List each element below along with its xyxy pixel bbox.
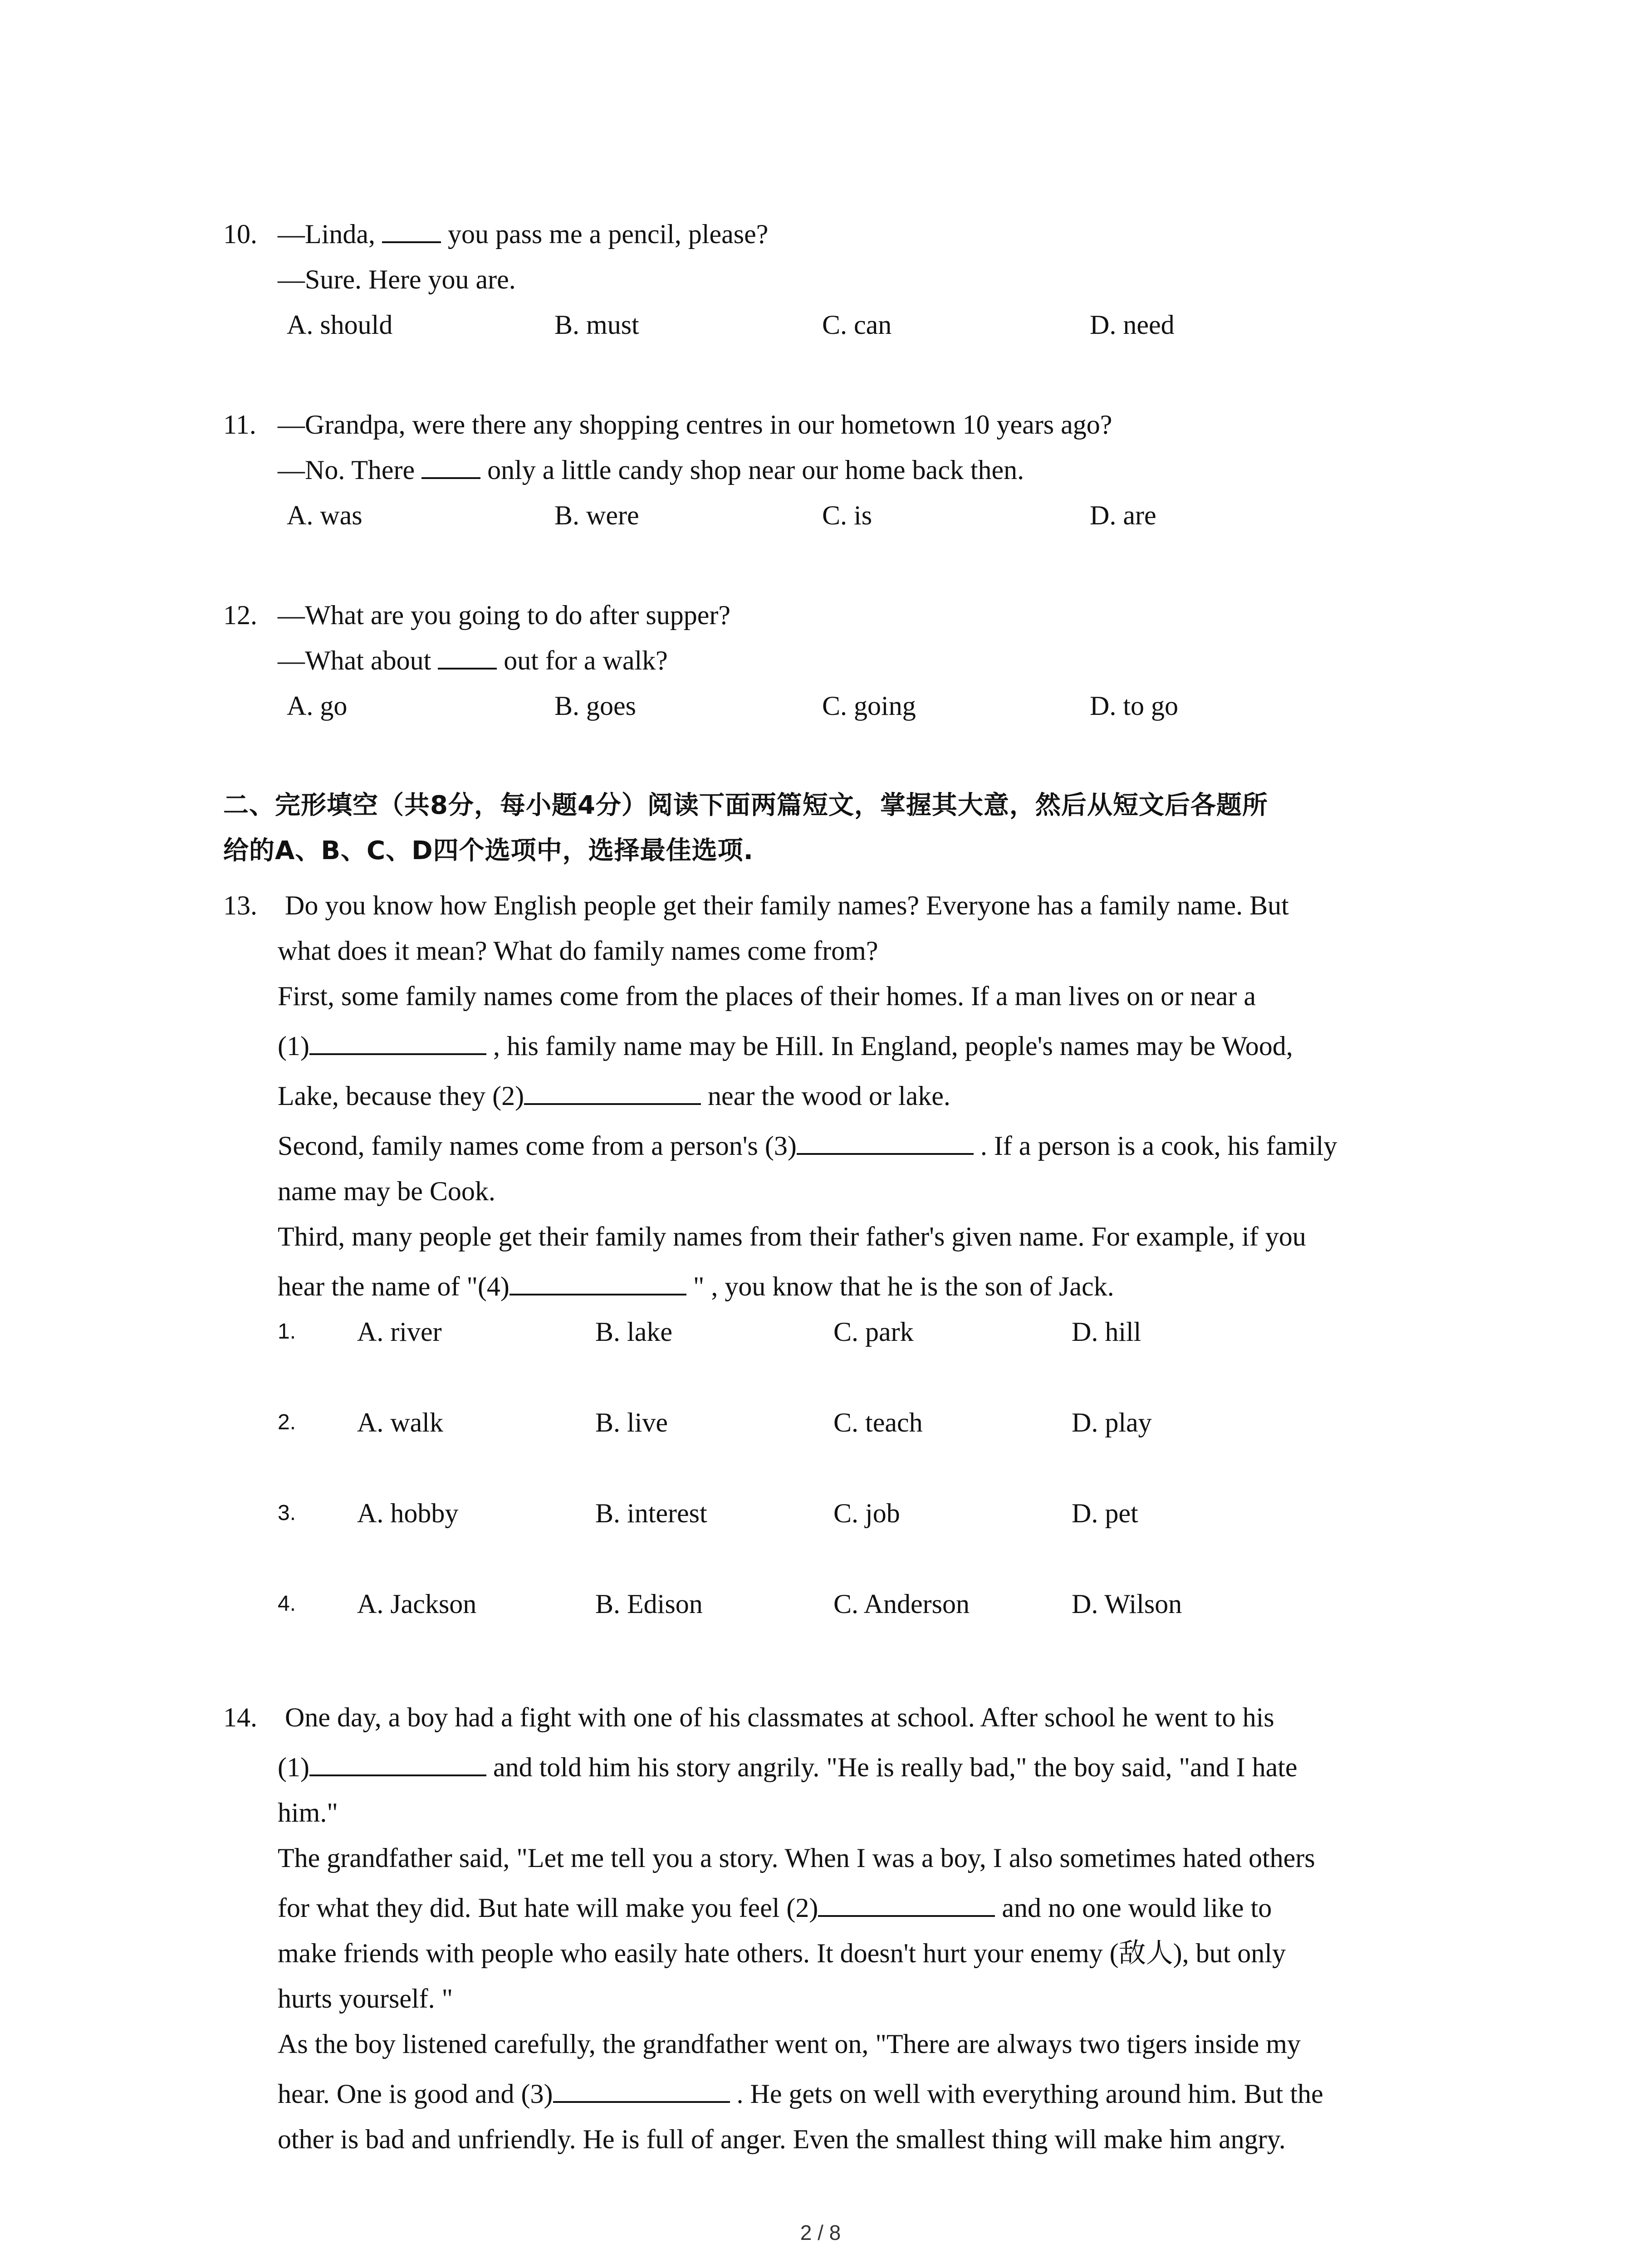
question-text: —What are you going to do after supper? — [278, 600, 730, 630]
passage-line: other is bad and unfriendly. He is full of anger. Even the smallest thing will make him angry. — [278, 2124, 1286, 2154]
option-a: A. Jackson — [357, 1589, 477, 1619]
text-segment: —What about — [278, 645, 438, 675]
option-d: D. hill — [1072, 1317, 1141, 1347]
answer-blank — [382, 216, 441, 243]
option-b: B. must — [554, 310, 639, 340]
section-heading-cont: 给的A、B、C、D四个选项中，选择最佳选项. — [223, 836, 754, 865]
text-segment: only a little candy shop near our home back then. — [480, 455, 1024, 485]
sub-question-number: 4. — [278, 1592, 296, 1616]
text-segment: —No. There — [278, 455, 422, 485]
passage-line: make friends with people who easily hate others. It doesn't hurt your enemy (敌人), but only — [278, 1938, 1286, 1968]
text-segment: for what they did. But hate will make you feel (2) — [278, 1893, 818, 1923]
sub-question-number: 1. — [278, 1320, 296, 1344]
text-segment: you pass me a pencil, please? — [441, 219, 769, 249]
passage-line — [278, 1749, 1298, 1785]
passage-line — [278, 1128, 1337, 1164]
passage-line: Third, many people get their family names from their father's given name. For example, if you — [278, 1222, 1306, 1251]
question-number: 10. — [223, 219, 257, 249]
option-c: C. going — [822, 691, 916, 721]
option-a: A. should — [287, 310, 393, 340]
text-segment: out for a walk? — [497, 645, 668, 675]
text-segment: (1) — [278, 1031, 309, 1061]
sub-question-number: 3. — [278, 1501, 296, 1525]
question-text: —Grandpa, were there any shopping centres in our hometown 10 years ago? — [278, 410, 1112, 440]
text-segment: —Linda, — [278, 219, 382, 249]
page-number: 2 / 8 — [800, 2221, 841, 2244]
answer-blank — [818, 1890, 995, 1917]
text-segment: . He gets on well with everything around him. But the — [730, 2079, 1323, 2109]
question-number: 14. — [223, 1702, 257, 1732]
option-a: A. river — [357, 1317, 442, 1347]
question-number: 11. — [223, 410, 256, 440]
passage-line: As the boy listened carefully, the grandfather went on, "There are always two tigers inside my — [278, 2029, 1301, 2059]
question-reply — [278, 642, 668, 679]
option-c: C. park — [833, 1317, 914, 1347]
answer-blank — [553, 2076, 730, 2103]
option-b: B. live — [595, 1408, 668, 1437]
text-segment: and told him his story angrily. "He is really bad," the boy said, "and I hate — [486, 1752, 1298, 1782]
text-segment: and no one would like to — [995, 1893, 1272, 1923]
answer-blank — [309, 1749, 486, 1776]
text-segment: . If a person is a cook, his family — [973, 1131, 1337, 1161]
text-segment: (1) — [278, 1752, 309, 1782]
answer-blank — [438, 642, 497, 670]
text-segment: hear. One is good and (3) — [278, 2079, 553, 2109]
option-a: A. go — [287, 691, 348, 721]
option-d: D. are — [1090, 500, 1156, 530]
option-b: B. Edison — [595, 1589, 703, 1619]
passage-line: him." — [278, 1798, 338, 1828]
passage-line: name may be Cook. — [278, 1176, 495, 1206]
text-segment: Lake, because they (2) — [278, 1081, 524, 1111]
option-d: D. need — [1090, 310, 1175, 340]
question-number: 12. — [223, 600, 257, 630]
text-segment: Second, family names come from a person's (3) — [278, 1131, 797, 1161]
passage-line: The grandfather said, "Let me tell you a story. When I was a boy, I also sometimes hated others — [278, 1843, 1315, 1873]
option-b: B. were — [554, 500, 639, 530]
option-c: C. job — [833, 1498, 900, 1528]
answer-blank — [797, 1128, 974, 1155]
passage-line — [278, 1078, 950, 1114]
question-reply: —Sure. Here you are. — [278, 264, 516, 294]
option-a: A. walk — [357, 1408, 443, 1437]
option-a: A. was — [287, 500, 362, 530]
passage-line — [278, 1028, 1293, 1064]
option-c: C. can — [822, 310, 892, 340]
question-reply — [278, 452, 1024, 488]
answer-blank — [524, 1078, 701, 1105]
question-number: 13. — [223, 890, 257, 920]
passage-line: hurts yourself. " — [278, 1984, 453, 2014]
passage-line — [278, 1268, 1114, 1305]
option-d: D. Wilson — [1072, 1589, 1182, 1619]
sub-question-number: 2. — [278, 1410, 296, 1434]
answer-blank — [509, 1268, 686, 1295]
question-text — [278, 216, 768, 252]
section-heading: 二、完形填空（共8分，每小题4分）阅读下面两篇短文，掌握其大意，然后从短文后各题所 — [223, 791, 1268, 820]
text-segment: near the wood or lake. — [701, 1081, 950, 1111]
option-d: D. play — [1072, 1408, 1152, 1437]
option-b: B. lake — [595, 1317, 672, 1347]
option-c: C. teach — [833, 1408, 923, 1437]
option-c: C. is — [822, 500, 872, 530]
passage-line: One day, a boy had a fight with one of his classmates at school. After school he went to his — [285, 1702, 1274, 1732]
answer-blank — [309, 1028, 486, 1055]
option-b: B. interest — [595, 1498, 707, 1528]
passage-line: First, some family names come from the places of their homes. If a man lives on or near a — [278, 981, 1256, 1011]
text-segment: hear the name of "(4) — [278, 1271, 509, 1301]
option-d: D. to go — [1090, 691, 1178, 721]
option-c: C. Anderson — [833, 1589, 970, 1619]
answer-blank — [421, 452, 480, 479]
option-a: A. hobby — [357, 1498, 459, 1528]
option-b: B. goes — [554, 691, 636, 721]
passage-line — [278, 1890, 1272, 1926]
passage-line: Do you know how English people get their family names? Everyone has a family name. But — [285, 890, 1289, 920]
text-segment: , his family name may be Hill. In England, people's names may be Wood, — [486, 1031, 1293, 1061]
option-d: D. pet — [1072, 1498, 1138, 1528]
passage-line — [278, 2076, 1323, 2112]
text-segment: " , you know that he is the son of Jack. — [686, 1271, 1114, 1301]
passage-line: what does it mean? What do family names come from? — [278, 936, 878, 966]
